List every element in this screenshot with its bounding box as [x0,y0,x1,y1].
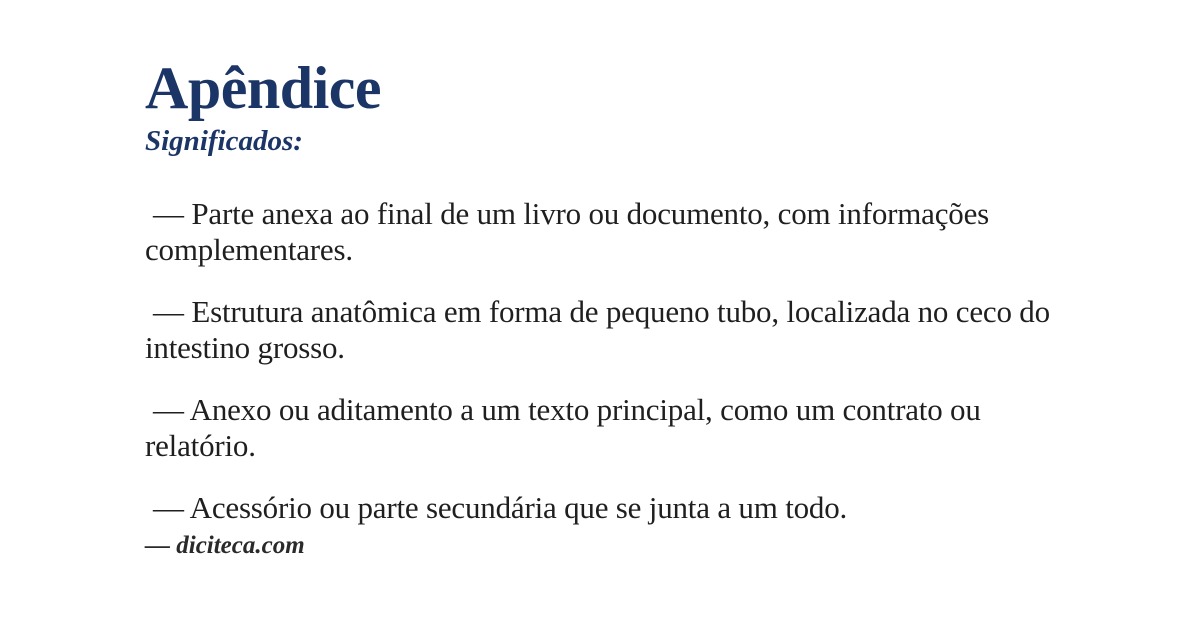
definition-item: — Anexo ou aditamento a um texto principal, como um contrato ou relatório. [145,391,981,463]
subtitle-meanings-label: Significados: [145,125,303,157]
definition-item: — Acessório ou parte secundária que se junta a um todo. [153,489,848,525]
definition-item: — Estrutura anatômica em forma de pequeno tubo, localizada no ceco do intestino grosso. [145,293,1050,365]
definition-item: — Parte anexa ao final de um livro ou documento, com informações complementares. [145,195,989,267]
page-title: Apêndice [145,55,381,121]
source-attribution: — diciteca.com [145,532,305,559]
definitions-list [145,196,1100,526]
